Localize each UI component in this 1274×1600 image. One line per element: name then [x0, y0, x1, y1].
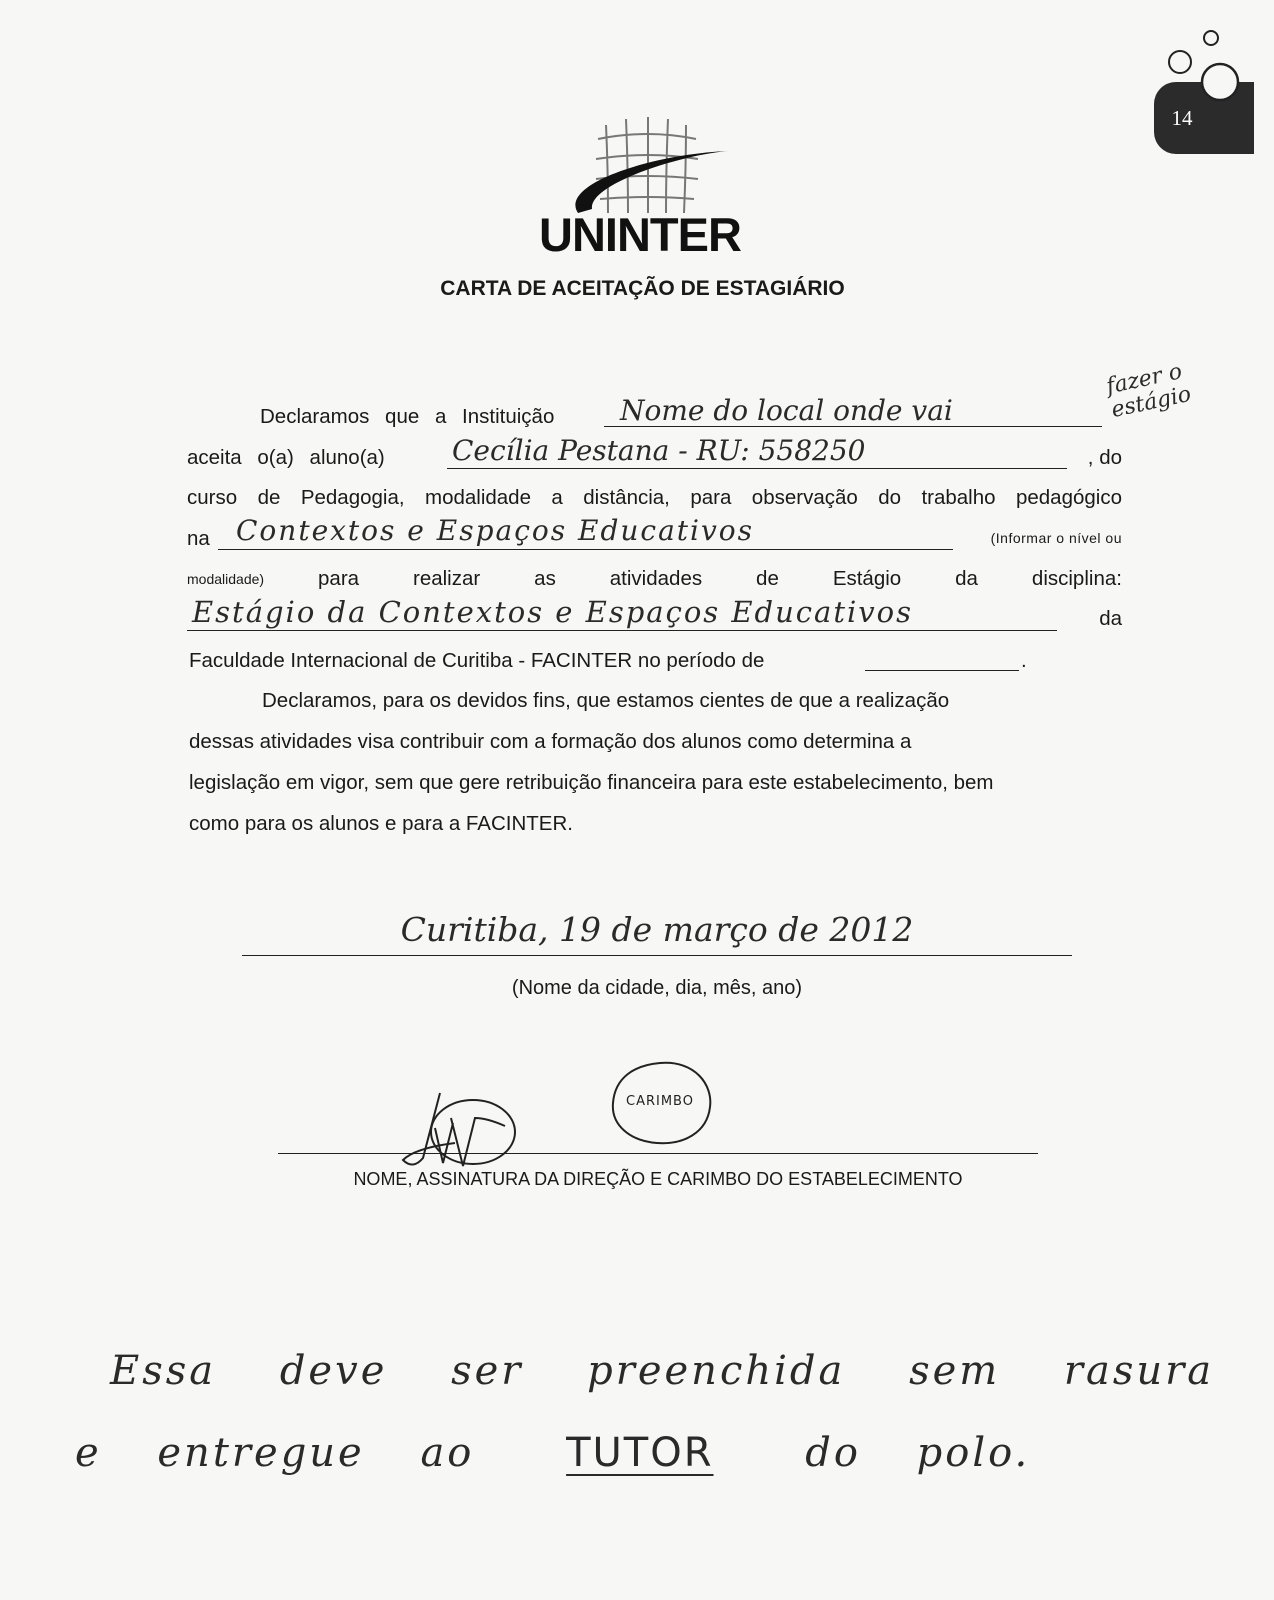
declaration-line-4: como para os alunos e para a FACINTER.	[189, 812, 573, 835]
declaration-line-3: legislação em vigor, sem que gere retribuição financeira para este estabelecimento, bem	[189, 771, 994, 794]
margin-note: fazer o estágio	[1104, 359, 1194, 423]
brand-logo-text: UNINTER	[539, 208, 741, 261]
discipline-line: modalidade) para realizar as atividades de Estágio da disciplina:	[187, 566, 1122, 590]
signature-caption: NOME, ASSINATURA DA DIREÇÃO E CARIMBO DO ESTABELECIMENTO	[353, 1169, 963, 1189]
student-value: Cecília Pestana - RU: 558250	[452, 434, 866, 467]
footer-note-line-2: e entregue ao TUTOR do polo.	[75, 1430, 1031, 1476]
page-number: 14	[1171, 106, 1193, 130]
level-label: na	[187, 527, 210, 550]
level-value: Contextos e Espaços Educativos	[236, 514, 755, 547]
institution-label: Declaramos que a Instituição	[260, 405, 555, 428]
declaration-line-2: dessas atividades visa contribuir com a formação dos alunos como determina a	[189, 730, 912, 753]
course-line: curso de Pedagogia, modalidade a distância, para observação do trabalho pedagógico	[187, 486, 1122, 509]
period-end: .	[1021, 649, 1027, 672]
signature-icon	[395, 1088, 535, 1173]
date-caption: (Nome da cidade, dia, mês, ano)	[511, 977, 803, 999]
discipline-value: Estágio da Contextos e Espaços Educativos	[192, 595, 913, 629]
institution-value: Nome do local onde vai	[620, 394, 953, 427]
discipline-suffix: da	[1099, 607, 1122, 630]
footer-note-emphasis: TUTOR	[566, 1430, 714, 1476]
footer-note-line-1: Essa deve ser preenchida sem rasura	[110, 1348, 1215, 1394]
faculty-line: Faculdade Internacional de Curitiba - FACINTER no período de	[189, 649, 765, 672]
level-note-end: modalidade)	[187, 570, 265, 587]
student-suffix: , do	[1087, 446, 1122, 469]
document-title: CARTA DE ACEITAÇÃO DE ESTAGIÁRIO	[440, 277, 845, 300]
level-note: (Informar o nível ou	[990, 530, 1122, 546]
date-value: Curitiba, 19 de março de 2012	[400, 910, 914, 949]
student-label: aceita o(a) aluno(a)	[187, 446, 385, 469]
bubbles-icon	[1160, 26, 1250, 106]
stamp-placeholder-text: CARIMBO	[626, 1094, 694, 1109]
declaration-line-1: Declaramos, para os devidos fins, que estamos cientes de que a realização	[262, 689, 950, 712]
